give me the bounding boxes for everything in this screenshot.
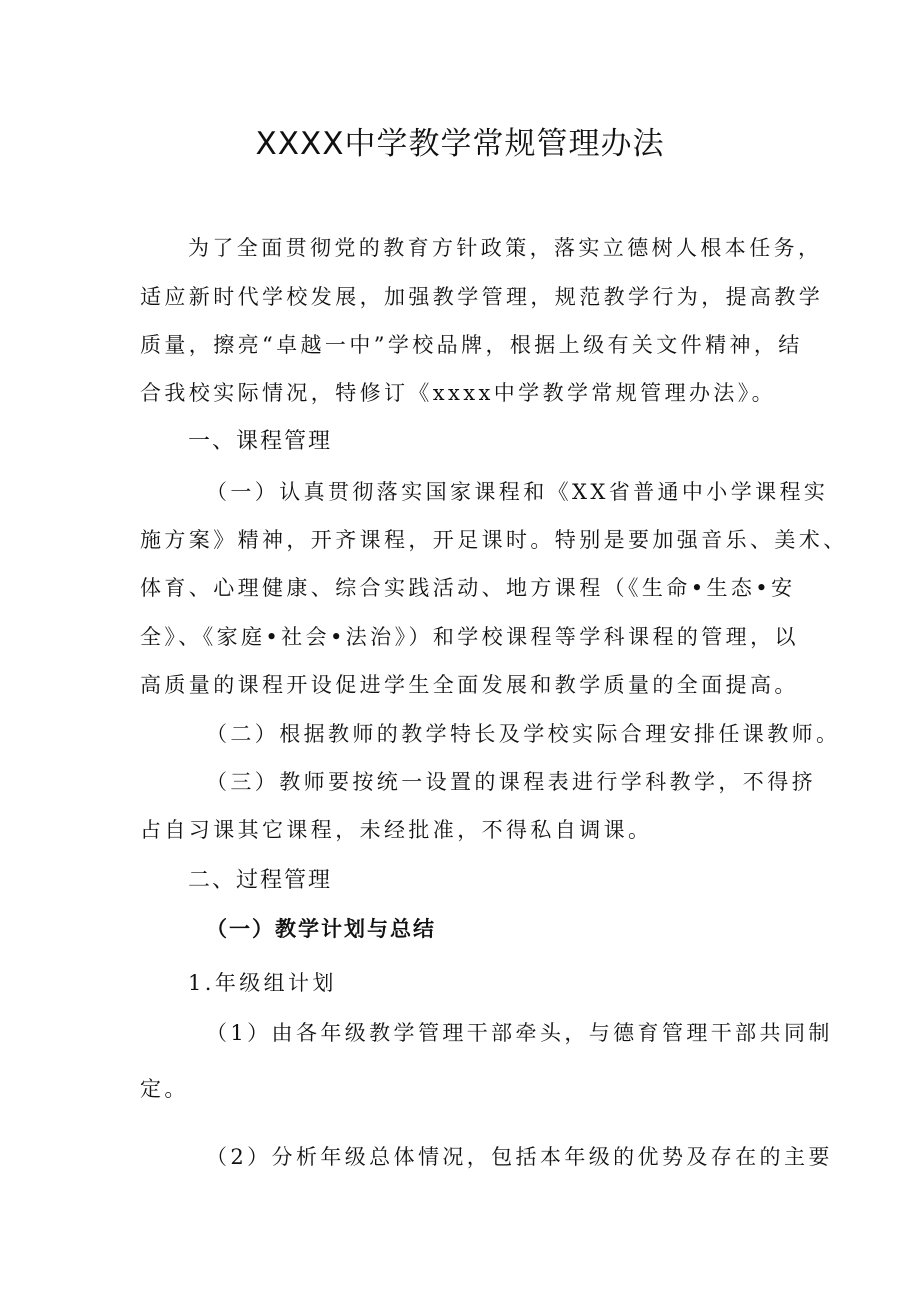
section1-item1-line-5: 高质量的课程开设促进学生全面发展和教学质量的全面提高。: [140, 673, 799, 697]
intro-line-3: 质量，擦亮“卓越一中”学校品牌，根据上级有关文件精神，结: [140, 333, 803, 357]
section1-item1-line-4: 全》、《家庭•社会•法治》）和学校课程等学科课程的管理，以: [140, 625, 799, 649]
section2-p2-line-1: （2）分析年级总体情况，包括本年级的优势及存在的主要: [206, 1145, 833, 1169]
intro-line-2: 适应新时代学校发展，加强教学管理，规范教学行为，提高教学: [140, 285, 824, 309]
section1-item1-line-2: 施方案》精神，开齐课程，开足课时。特别是要加强音乐、美术、: [140, 528, 848, 552]
section1-item2: （二）根据教师的教学特长及学校实际合理安排任课教师。: [206, 722, 841, 746]
section1-item3-line-1: （三）教师要按统一设置的课程表进行学科教学，不得挤: [206, 770, 816, 794]
section1-item3-line-2: 占自习课其它课程，未经批准，不得私自调课。: [140, 818, 653, 842]
document-title: XXXX中学教学常规管理办法: [255, 126, 665, 162]
section2-subheading: （一）教学计划与总结: [206, 917, 436, 941]
section2-point1: 1.年级组计划: [188, 971, 337, 995]
section1-heading: 一、课程管理: [188, 429, 333, 454]
section2-p1-line-2: 定。: [140, 1077, 189, 1101]
section1-item1-line-3: 体育、心理健康、综合实践活动、地方课程（《生命•生态•安: [140, 576, 796, 600]
intro-line-4: 合我校实际情况，特修订《xxxx中学教学常规管理办法》。: [140, 381, 777, 405]
section2-p1-line-1: （1）由各年级教学管理干部牵头，与德育管理干部共同制: [206, 1021, 833, 1045]
section2-heading: 二、过程管理: [188, 868, 333, 893]
section1-item1-line-1: （一）认真贯彻落实国家课程和《XX省普通中小学课程实: [206, 480, 829, 504]
intro-line-1: 为了全面贯彻党的教育方针政策，落实立德树人根本任务，: [188, 236, 823, 260]
